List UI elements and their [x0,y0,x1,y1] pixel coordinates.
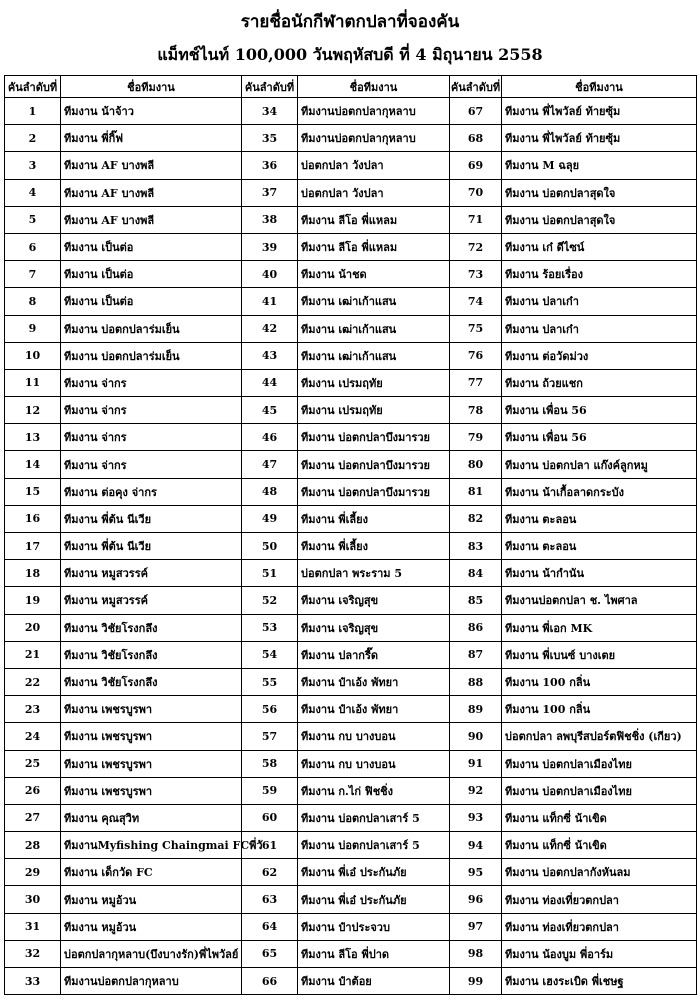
rod-number: 94 [450,832,502,859]
rod-number: 83 [450,533,502,560]
team-name: ทีมงาน ถ้วยแชก [502,369,697,396]
rod-number: 1 [5,98,61,125]
table-row [5,668,697,695]
rod-number: 60 [242,804,298,831]
team-name: ทีมงาน ป๋าเอ้ง พัทยา [298,696,450,723]
rod-number: 55 [242,668,298,695]
rod-number: 21 [5,641,61,668]
table-row [5,233,697,260]
table-row [5,152,697,179]
team-name: ทีมงาน ต่อวัดม่วง [502,342,697,369]
team-name: ทีมงาน จ่ากร [61,369,242,396]
team-name: ทีมงาน เพชรบูรพา [61,696,242,723]
table-row [5,125,697,152]
team-name: ทีมงาน กบ บางบอน [298,723,450,750]
rod-number: 35 [242,125,298,152]
rod-number: 78 [450,397,502,424]
team-name: ทีมงาน ลีโอ พี่แหลม [298,206,450,233]
team-name: ทีมงาน พี่กิ๊ฟ [61,125,242,152]
rod-number: 89 [450,696,502,723]
team-name: ทีมงาน เฒ่าเก้าแสน [298,315,450,342]
table-row [5,342,697,369]
rod-number: 86 [450,614,502,641]
table-row [5,478,697,505]
rod-number: 74 [450,288,502,315]
team-name: ทีมงาน บ่อตกปลาเสาร์ 5 [298,832,450,859]
rod-number: 20 [5,614,61,641]
rod-number: 61 [242,832,298,859]
team-name: ทีมงานบ่อตกปลากุหลาบ [298,98,450,125]
table-row [5,804,697,831]
column-header-name: ชื่อทีมงาน [298,76,450,98]
table-row [5,614,697,641]
rod-number: 34 [242,98,298,125]
team-name: ทีมงานบ่อตกปลากุหลาบ [298,125,450,152]
rod-number: 68 [450,125,502,152]
rod-number: 17 [5,533,61,560]
rod-number: 79 [450,424,502,451]
team-name: ทีมงาน ก.ไก่ ฟิชชิ่ง [298,777,450,804]
rod-number: 88 [450,668,502,695]
team-name: ทีมงาน พี่เอ๋ ประกันภัย [298,886,450,913]
rod-number: 85 [450,587,502,614]
rod-number: 49 [242,505,298,532]
table-body [5,98,697,995]
team-name: ทีมงาน บ่อตกปลาบึงมารวย [298,451,450,478]
rod-number: 87 [450,641,502,668]
rod-number: 8 [5,288,61,315]
table-row [5,832,697,859]
team-name: ทีมงาน เฒ่าเก้าแสน [298,342,450,369]
team-name: ทีมงาน น้ากำนัน [502,560,697,587]
rod-number: 58 [242,750,298,777]
team-name: ทีมงาน บ่อตกปลา แก๊งค์ลูกหมู [502,451,697,478]
team-name: ทีมงาน บ่อตกปลากังหันลม [502,859,697,886]
rod-number: 28 [5,832,61,859]
table-row [5,750,697,777]
rod-number: 54 [242,641,298,668]
rod-number: 62 [242,859,298,886]
team-name: ทีมงาน เก๋ ดีไซน์ [502,233,697,260]
table-row [5,261,697,288]
team-name: ทีมงาน พี่เลี้ยง [298,533,450,560]
rod-number: 10 [5,342,61,369]
rod-number: 38 [242,206,298,233]
team-name: ทีมงาน หมูสวรรค์ [61,560,242,587]
team-name: ทีมงาน เด็กวัด FC [61,859,242,886]
team-name: บ่อตกปลา วังปลา [298,152,450,179]
rod-number: 71 [450,206,502,233]
rod-number: 98 [450,940,502,967]
rod-number: 9 [5,315,61,342]
team-name: ทีมงาน พี่เอ๋ ประกันภัย [298,859,450,886]
rod-number: 81 [450,478,502,505]
rod-number: 46 [242,424,298,451]
rod-number: 40 [242,261,298,288]
table-row [5,424,697,451]
team-name: ทีมงาน บ่อตกปลาเมืองไทย [502,777,697,804]
team-name: ทีมงาน พี่เบนซ์ บางเตย [502,641,697,668]
team-name: ทีมงาน วิชัยโรงกลึง [61,641,242,668]
team-name: ทีมงาน 100 กลิ่น [502,696,697,723]
rod-number: 97 [450,913,502,940]
team-name: ทีมงาน น้าจ้าว [61,98,242,125]
rod-number: 90 [450,723,502,750]
rod-number: 23 [5,696,61,723]
table-row [5,859,697,886]
rod-number: 14 [5,451,61,478]
rod-number: 57 [242,723,298,750]
table-row [5,206,697,233]
team-name: ทีมงาน เจริญสุข [298,587,450,614]
rod-number: 48 [242,478,298,505]
rod-number: 99 [450,968,502,995]
team-name: ทีมงาน พี่ไพวัลย์ ท้ายซุ้ม [502,125,697,152]
team-name: ทีมงาน บ่อตกปลาร่มเย็น [61,342,242,369]
rod-number: 95 [450,859,502,886]
document-title: รายชื่อนักกีฬาตกปลาที่จองคัน [240,12,460,32]
team-name: ทีมงาน หมูอ้วน [61,886,242,913]
team-name: ทีมงาน ตะลอน [502,533,697,560]
column-header-name: ชื่อทีมงาน [61,76,242,98]
team-name: ทีมงาน บ่อตกปลาบึงมารวย [298,478,450,505]
table-row [5,940,697,967]
rod-number: 72 [450,233,502,260]
team-name: ทีมงาน ป๋าประจวบ [298,913,450,940]
team-name: ทีมงาน M ฉลุย [502,152,697,179]
table-row [5,777,697,804]
rod-number: 12 [5,397,61,424]
team-name: ทีมงาน พี่ต้น นีเวีย [61,505,242,532]
team-name: ทีมงานบ่อตกปลา ช. ไพศาล [502,587,697,614]
rod-number: 2 [5,125,61,152]
team-name: ทีมงาน ป๋าเอ้ง พัทยา [298,668,450,695]
table-row [5,886,697,913]
team-name: ทีมงาน คุณสุวิท [61,804,242,831]
rod-number: 13 [5,424,61,451]
rod-number: 80 [450,451,502,478]
rod-number: 77 [450,369,502,396]
team-name: ทีมงาน บ่อตกปลาเมืองไทย [502,750,697,777]
team-name: ทีมงาน ลีโอ พี่ปาด [298,940,450,967]
team-name: บ่อตกปลา วังปลา [298,179,450,206]
rod-number: 56 [242,696,298,723]
rod-number: 29 [5,859,61,886]
rod-number: 73 [450,261,502,288]
table-row [5,641,697,668]
team-name: ทีมงาน เป็นต่อ [61,261,242,288]
table-row [5,179,697,206]
team-name: ทีมงาน เฒ่าเก้าแสน [298,288,450,315]
table-row [5,723,697,750]
rod-number: 3 [5,152,61,179]
table-row [5,369,697,396]
rod-number: 45 [242,397,298,424]
column-header-no: คันลำดับที่ [242,76,298,98]
rod-number: 92 [450,777,502,804]
rod-number: 70 [450,179,502,206]
team-name: บ่อตกปลากุหลาบ(บึงบางรัก)พี่ไพวัลย์ [61,940,242,967]
column-header-no: คันลำดับที่ [5,76,61,98]
team-name: ทีมงาน วิชัยโรงกลึง [61,668,242,695]
rod-number: 4 [5,179,61,206]
rod-number: 91 [450,750,502,777]
team-name: ทีมงาน เป็นต่อ [61,233,242,260]
team-name: ทีมงานบ่อตกปลากุหลาบ [61,968,242,995]
team-name: ทีมงาน ลีโอ พี่แหลม [298,233,450,260]
table-row [5,587,697,614]
rod-number: 27 [5,804,61,831]
team-name: ทีมงาน เพื่อน 56 [502,424,697,451]
team-name: ทีมงาน ตะลอน [502,505,697,532]
rod-number: 96 [450,886,502,913]
team-name: ทีมงาน น้าชด [298,261,450,288]
rod-number: 64 [242,913,298,940]
rod-number: 44 [242,369,298,396]
team-name: ทีมงาน เปรมฤทัย [298,397,450,424]
team-name: ทีมงาน ต่อคุง จ่ากร [61,478,242,505]
rod-number: 69 [450,152,502,179]
team-name: ทีมงาน เพื่อน 56 [502,397,697,424]
team-name: ทีมงาน AF บางพลี [61,206,242,233]
team-name: ทีมงาน ป๋าต้อย [298,968,450,995]
team-name: ทีมงาน AF บางพลี [61,179,242,206]
rod-number: 67 [450,98,502,125]
rod-number: 5 [5,206,61,233]
rod-number: 16 [5,505,61,532]
team-name: ทีมงาน พี่ต้น นีเวีย [61,533,242,560]
table-row [5,98,697,125]
rod-number: 22 [5,668,61,695]
team-name: ทีมงาน ปลาเก๋า [502,315,697,342]
table-row [5,913,697,940]
rod-number: 47 [242,451,298,478]
team-name: ทีมงาน เพชรบูรพา [61,723,242,750]
team-name: ทีมงาน ปลาเก๋า [502,288,697,315]
rod-number: 30 [5,886,61,913]
table-row [5,505,697,532]
rod-number: 53 [242,614,298,641]
team-name: ทีมงาน จ่ากร [61,424,242,451]
team-name: ทีมงานMyfishing Chaingmai FCพี่วั [61,832,242,859]
team-name: ทีมงาน เจริญสุข [298,614,450,641]
team-name: ทีมงาน พี่ไพวัลย์ ท้ายซุ้ม [502,98,697,125]
team-name: ทีมงาน AF บางพลี [61,152,242,179]
rod-number: 50 [242,533,298,560]
team-name: ทีมงาน เปรมฤทัย [298,369,450,396]
team-name: ทีมงาน เพชรบูรพา [61,750,242,777]
column-header-no: คันลำดับที่ [450,76,502,98]
team-name: ทีมงาน หมูอ้วน [61,913,242,940]
team-name: บ่อตกปลา ลพบุรีสปอร์ตฟิชชิ่ง (เกียว) [502,723,697,750]
rod-number: 63 [242,886,298,913]
rod-number: 11 [5,369,61,396]
team-name: ทีมงาน เพชรบูรพา [61,777,242,804]
rod-number: 42 [242,315,298,342]
team-name: ทีมงาน วิชัยโรงกลึง [61,614,242,641]
rod-number: 36 [242,152,298,179]
rod-number: 32 [5,940,61,967]
table-row [5,533,697,560]
rod-number: 37 [242,179,298,206]
team-name: ทีมงาน เป็นต่อ [61,288,242,315]
rod-number: 43 [242,342,298,369]
team-name: ทีมงาน ท่องเที่ยวตกปลา [502,886,697,913]
team-name: ทีมงาน บ่อตกปลาสุดใจ [502,206,697,233]
rod-number: 18 [5,560,61,587]
rod-number: 15 [5,478,61,505]
table-row [5,451,697,478]
table-row [5,397,697,424]
rod-number: 33 [5,968,61,995]
rod-number: 25 [5,750,61,777]
team-name: ทีมงาน กบ บางบอน [298,750,450,777]
table-row [5,560,697,587]
rod-number: 52 [242,587,298,614]
team-name: ทีมงาน พี่เอก MK [502,614,697,641]
column-header-name: ชื่อทีมงาน [502,76,697,98]
rod-number: 66 [242,968,298,995]
team-name: ทีมงาน แท็กซี่ น้าเขิด [502,804,697,831]
rod-number: 7 [5,261,61,288]
table-row [5,288,697,315]
rod-number: 19 [5,587,61,614]
team-name: ทีมงาน ปลากรี๊ด [298,641,450,668]
team-name: ทีมงาน พี่เลี้ยง [298,505,450,532]
rod-number: 82 [450,505,502,532]
document-subtitle: แม็ทช์ไนท์ 100,000 วันพฤหัสบดี ที่ 4 มิถุนายน 2558 [157,45,543,64]
rod-number: 41 [242,288,298,315]
rod-number: 24 [5,723,61,750]
rod-number: 75 [450,315,502,342]
rod-number: 31 [5,913,61,940]
table-row [5,968,697,995]
team-name: ทีมงาน บ่อตกปลาบึงมารวย [298,424,450,451]
team-name: บ่อตกปลา พระราม 5 [298,560,450,587]
team-name: ทีมงาน แท็กซี่ น้าเขิด [502,832,697,859]
rod-number: 93 [450,804,502,831]
rod-number: 65 [242,940,298,967]
team-name: ทีมงาน ท่องเที่ยวตกปลา [502,913,697,940]
rod-number: 84 [450,560,502,587]
rod-number: 59 [242,777,298,804]
reservation-table [4,75,697,995]
team-name: ทีมงาน 100 กลิ่น [502,668,697,695]
team-name: ทีมงาน บ่อตกปลาร่มเย็น [61,315,242,342]
rod-number: 51 [242,560,298,587]
table-row [5,315,697,342]
team-name: ทีมงาน จ่ากร [61,451,242,478]
team-name: ทีมงาน หมูสวรรค์ [61,587,242,614]
team-name: ทีมงาน บ่อตกปลาเสาร์ 5 [298,804,450,831]
team-name: ทีมงาน เฮงระเบิด พี่เชษฐ [502,968,697,995]
rod-number: 26 [5,777,61,804]
team-name: ทีมงาน น้องบูม พี่อาร์ม [502,940,697,967]
rod-number: 39 [242,233,298,260]
rod-number: 6 [5,233,61,260]
team-name: ทีมงาน ร้อยเรื่อง [502,261,697,288]
rod-number: 76 [450,342,502,369]
team-name: ทีมงาน บ่อตกปลาสุดใจ [502,179,697,206]
team-name: ทีมงาน จ่ากร [61,397,242,424]
table-header-row [5,76,697,98]
table-row [5,696,697,723]
team-name: ทีมงาน น้าเกื้อลาดกระบัง [502,478,697,505]
